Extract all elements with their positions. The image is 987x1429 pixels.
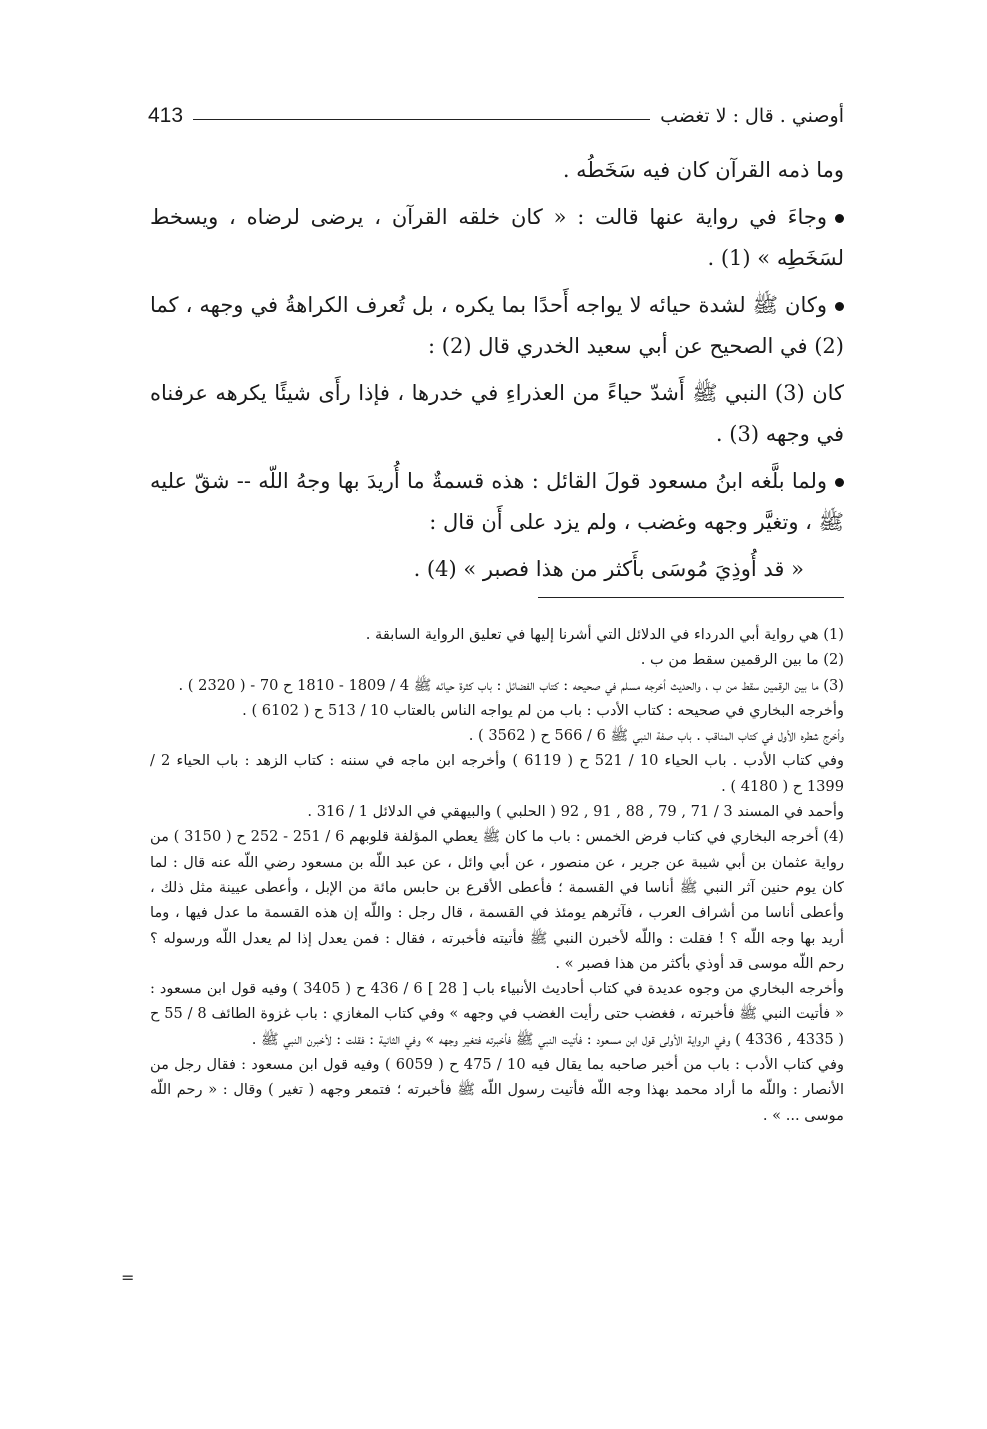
footnote-3-cont: وأخرجه البخاري في صحيحه : كتاب الأدب : باب من لم يواجه الناس بالعتاب 10 / 513 ح ( 6102 ) .	[242, 701, 844, 719]
footnote-4-cont: وأخرجه البخاري من وجوه عديدة في كتاب أحاديث الأنبياء باب [ 28 ] 6 / 436 ح ( 3405 ) وفيه قول ابن مسعود : « فأتيت النبي ﷺ فأخبرته ، فغضب حتى رأيت الغضب في وجهه » وفي كتاب المغازي : باب غزوة الطائف 8 / 55 ح ( 4335 , 4336 ) وفي الرواية الأولى قول ابن مسعود : فأتيت النبي ﷺ فأخبرته فتغير وجهه » وفي الثانية : فقلت : لأخبرن النبي ﷺ .	[150, 980, 845, 1048]
margin-mark: =	[121, 1268, 135, 1287]
footnote-4: (4) أخرجه البخاري في كتاب فرض الخمس : باب ما كان ﷺ يعطي المؤلفة قلوبهم 6 / 251 - 252 ح ( 3150 ) من رواية عثمان بن أبي شيبة عن جرير ، عن منصور ، عن أبي وائل ، عن عبد اللّه بن مسعود رضي اللّه عنه قال : لما كان يوم حنين آثر النبي ﷺ أناسا في القسمة ؛ فأعطى الأقرع بن حابس مائة من الإبل ، وأعطى عيينة مثل ذلك ، وأعطى أناسا من أشراف العرب ، فآثرهم يومئذ في القسمة ، قال رجل : واللّه إن هذه القسمة ما عدل فيها ، وما أريد بها وجه اللّه ؟ ! فقلت : واللّه لأخبرن النبي ﷺ فأتيته فأخبرته ، فقال : فمن يعدل إذا لم يعدل اللّه ورسوله ؟ رحم اللّه موسى قد أوذي بأكثر من هذا فصبر » .	[150, 828, 844, 972]
bullet-icon	[835, 478, 844, 487]
footnote-4-cont: وفي كتاب الأدب : باب من أخبر صاحبه بما يقال فيه 10 / 475 ح ( 6059 ) وفيه قول ابن مسعود : فقال رجل من الأنصار : واللّه ما أراد محمد بهذا وجه اللّه فأتيت رسول اللّه ﷺ فأخبرته ؛ فتمعر وجهه ( تغير ) وقال : « رحم اللّه موسى ... » .	[150, 1056, 845, 1124]
bullet-icon	[835, 214, 844, 223]
page-number: 413	[148, 104, 184, 127]
footnote-1: (1) هي رواية أبي الدرداء في الدلائل التي أشرنا إليها في تعليق الرواية السابقة .	[365, 626, 844, 643]
running-header	[148, 98, 844, 134]
header-title: أوصني . قال : لا تغضب	[660, 105, 844, 127]
footnote-2: (2) ما بين الرقمين سقط من ب .	[640, 651, 844, 669]
footnote-3-cont: وأحمد في المسند 3 / 71 , 79 , 88 , 91 , 92 ( الحلبي ) والبيهقي في الدلائل 1 / 316 .	[307, 803, 844, 821]
footnote-3: (3) ما بين الرقمين سقط من ب ، والحديث أخرجه مسلم في صحيحه : كتاب الفضائل : باب كثرة حيائه ﷺ 4 / 1809 - 1810 ح 70 - ( 2320 ) .	[178, 676, 844, 694]
body-paragraph: وما ذمه القرآن كان فيه سَخَطُه .	[562, 158, 844, 182]
bullet-icon	[835, 302, 844, 311]
header-rule	[193, 119, 650, 120]
footnote-3-cont: وأخرج شطره الأول في كتاب المناقب . باب صفة النبي ﷺ 6 / 566 ح ( 3562 ) .	[468, 727, 844, 745]
quote-line: « قد أُوذِيَ مُوسَى بأَكثر من هذا فصبر » (4) .	[413, 557, 804, 581]
hadith-quote: كان (3) النبي ﷺ أَشدّ حياءً من العذراءِ في خدرها ، فإذا رأَى شيئًا يكرهه عرفناه في وجهه (3) .	[150, 381, 845, 446]
body-paragraph: وجاءَ في رواية عنها قالت : « كان خلقه القرآن ، يرضى لرضاه ، ويسخط لسَخَطِه » (1) .	[150, 205, 844, 270]
footnotes	[150, 622, 844, 1128]
footnote-3-cont: وفي كتاب الأدب . باب الحياء 10 / 521 ح ( 6119 ) وأخرجه ابن ماجه في سننه : كتاب الزهد : باب الحياء 2 / 1399 ح ( 4180 ) .	[150, 752, 844, 795]
body-paragraph: ولما بلَّغه ابنُ مسعود قولَ القائل : هذه قسمةٌ ما أُريدَ بها وجهُ اللّه -- شقّ عليه ﷺ ، وتغيَّر وجهه وغضب ، ولم يزد على أَن قال :	[150, 469, 844, 534]
footnote-divider	[538, 597, 844, 598]
main-text	[150, 150, 844, 596]
body-paragraph: وكان ﷺ لشدة حيائه لا يواجه أَحدًا بما يكره ، بل تُعرف الكراهةُ في وجهه ، كما (2) في الصحيح عن أبي سعيد الخدري قال (2) :	[150, 293, 844, 358]
